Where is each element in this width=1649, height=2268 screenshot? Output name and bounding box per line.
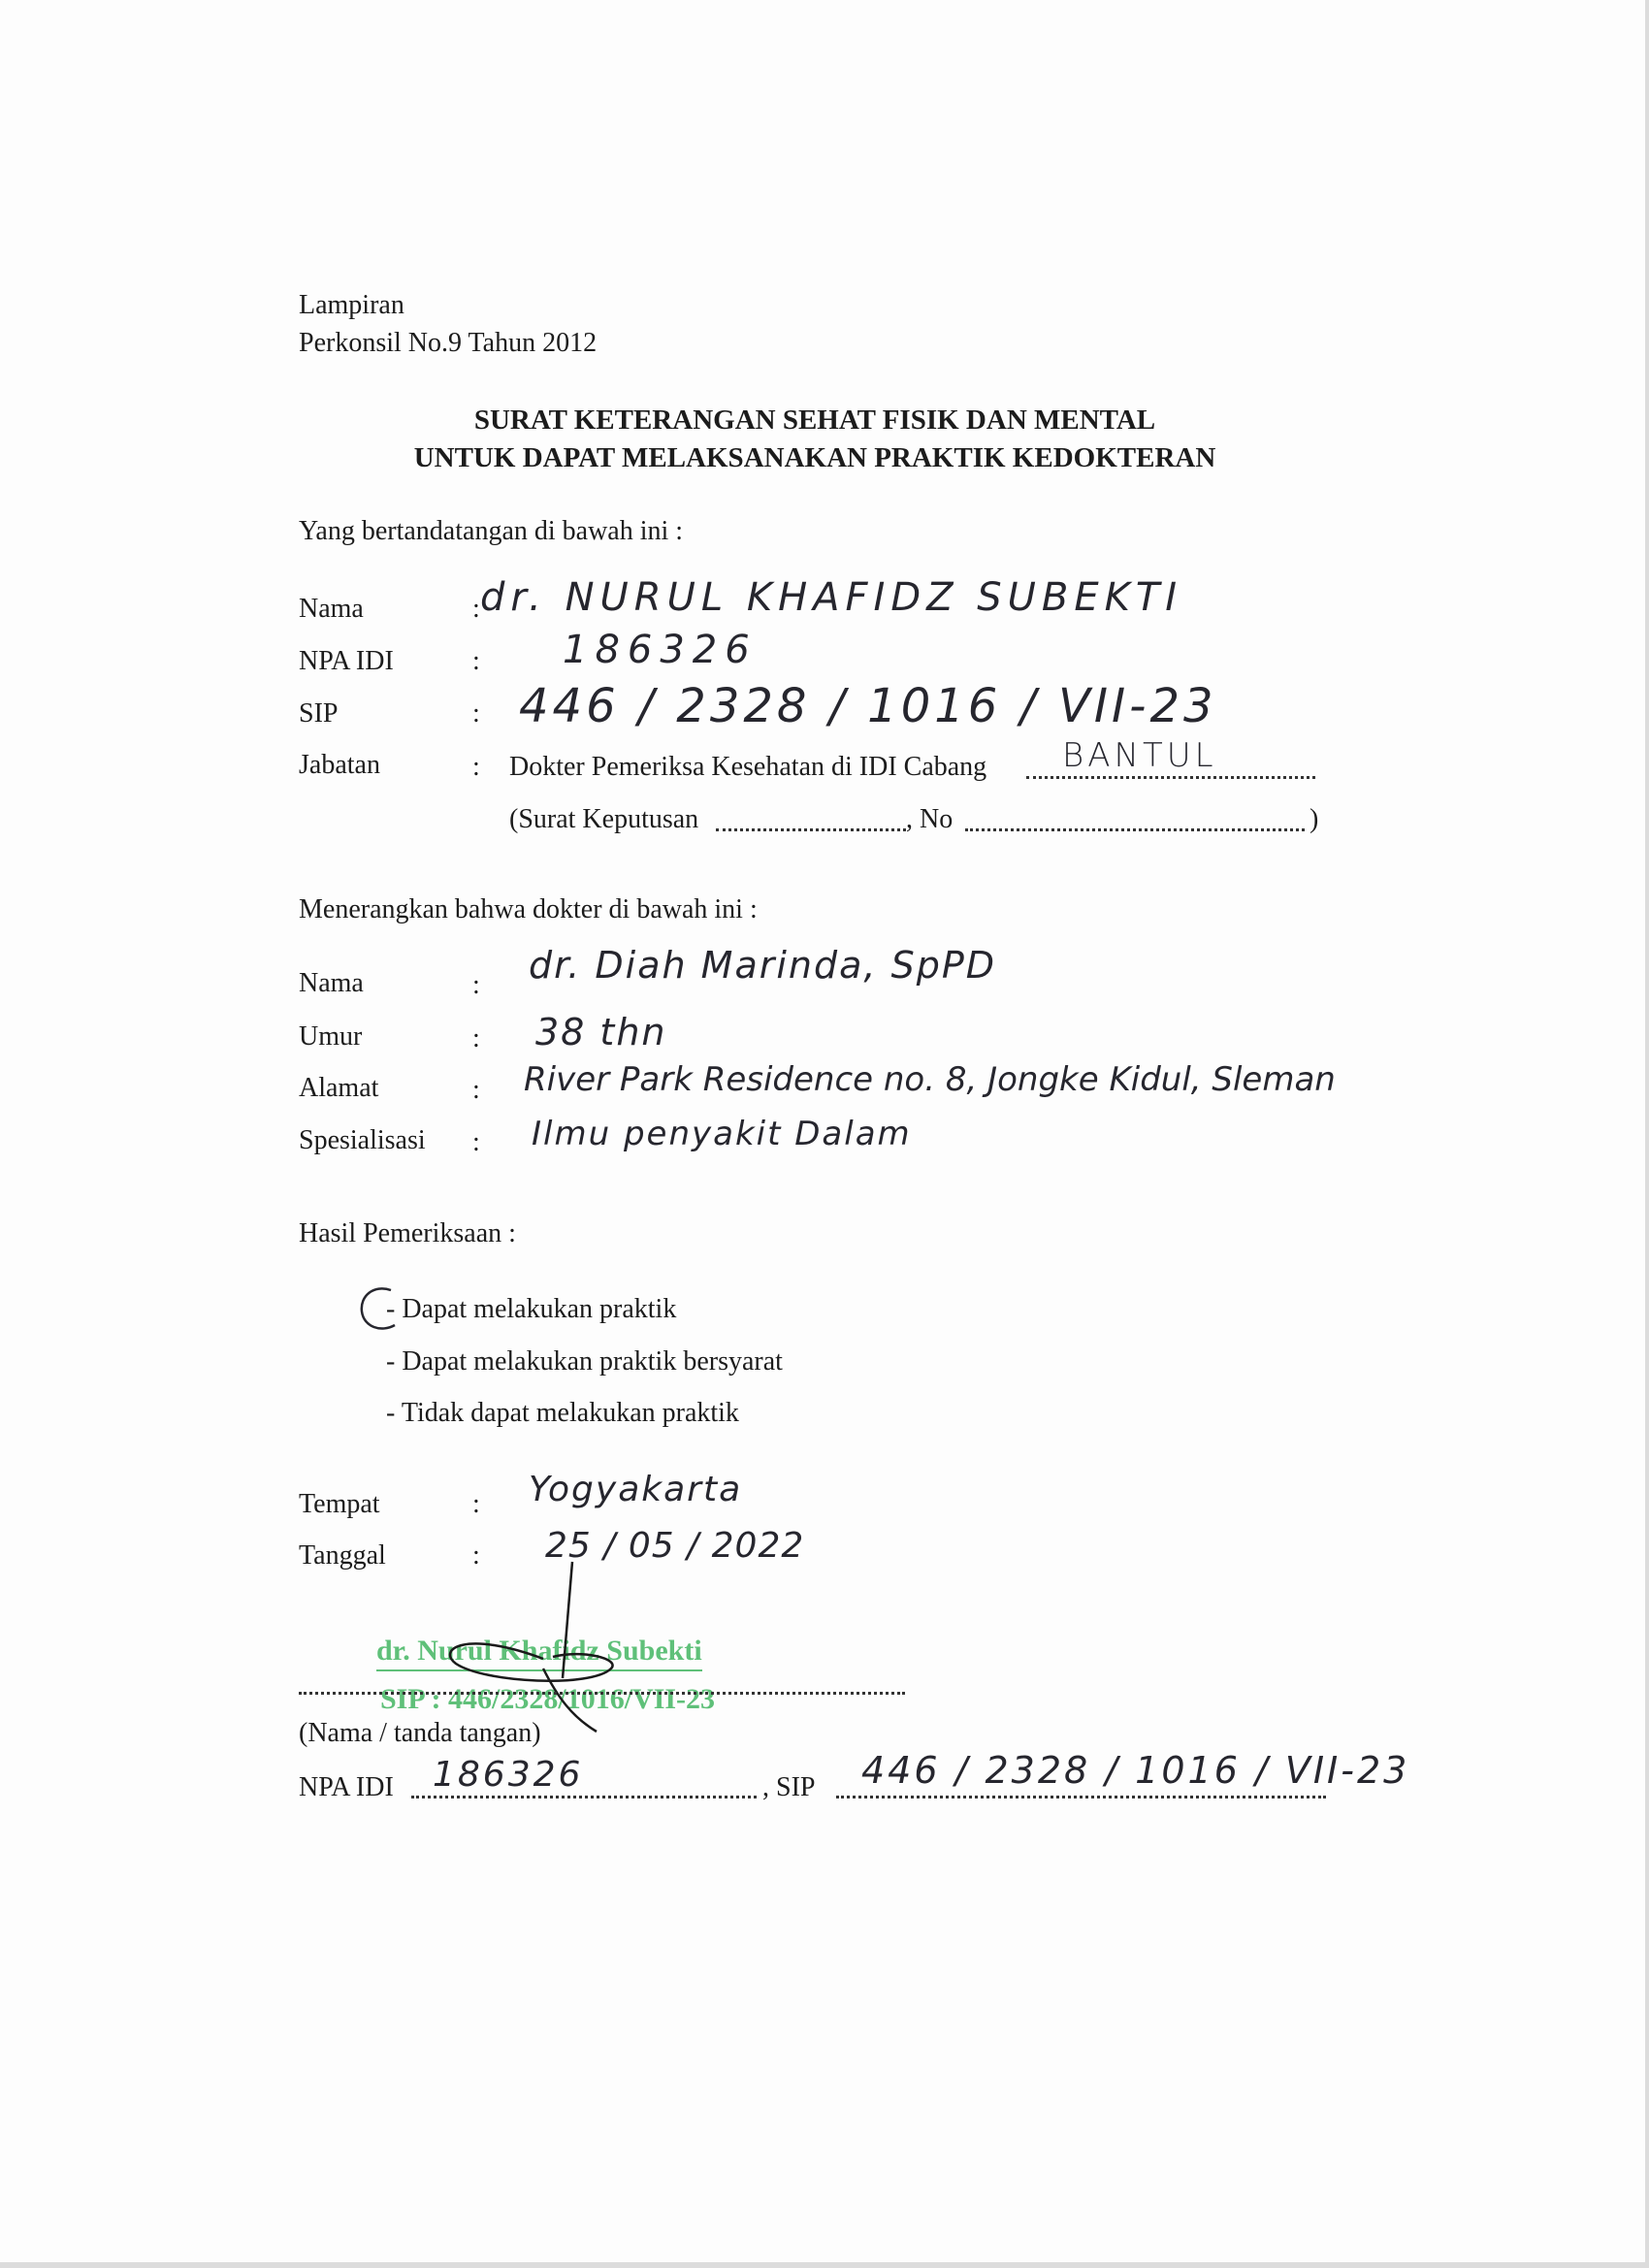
doctor-umur-value: 38 thn xyxy=(535,1011,667,1053)
doctor-nama-label: Nama xyxy=(299,968,364,998)
selected-option-circle xyxy=(354,1282,408,1337)
doctor-spesialisasi-colon: : xyxy=(472,1127,480,1157)
signer-sk-number-label: , No xyxy=(906,804,954,834)
tanggal-colon: : xyxy=(472,1540,480,1571)
signer-sk-number-dotted-line xyxy=(965,828,1305,831)
scan-edge-right xyxy=(1645,0,1649,2268)
tanggal-label: Tanggal xyxy=(299,1540,386,1571)
stamp-name: dr. Nurul Khafidz Subekti xyxy=(376,1636,702,1671)
doctor-nama-colon: : xyxy=(472,970,480,1000)
signer-nama-colon: : xyxy=(472,594,480,624)
signer-cabang-dotted-line xyxy=(1026,776,1315,779)
result-option-bersyarat: - Dapat melakukan praktik bersyarat xyxy=(386,1346,783,1377)
intro-text: Yang bertandatangan di bawah ini : xyxy=(299,516,684,546)
signer-nama-value: dr. NURUL KHAFIDZ SUBEKTI xyxy=(480,575,1183,620)
perkonsil-reference: Perkonsil No.9 Tahun 2012 xyxy=(299,328,598,358)
signer-npa-value: 186326 xyxy=(563,628,758,672)
doctor-spesialisasi-label: Spesialisasi xyxy=(299,1125,426,1155)
signer-jabatan-colon: : xyxy=(472,752,480,782)
result-option-tidak: - Tidak dapat melakukan praktik xyxy=(386,1398,739,1428)
result-label: Hasil Pemeriksaan : xyxy=(299,1218,516,1248)
doctor-spesialisasi-value: Ilmu penyakit Dalam xyxy=(532,1115,912,1153)
doctor-alamat-label: Alamat xyxy=(299,1073,379,1103)
lampiran-label: Lampiran xyxy=(299,290,404,320)
footer-sip-value: 446 / 2328 / 1016 / VII-23 xyxy=(861,1749,1410,1792)
stamp-sip: SIP : 446/2328/1016/VII-23 xyxy=(380,1683,716,1715)
footer-sip-label: , SIP xyxy=(762,1772,816,1802)
signature-dotted-line xyxy=(299,1692,905,1695)
tempat-label: Tempat xyxy=(299,1489,380,1519)
tanggal-value: 25 / 05 / 2022 xyxy=(545,1526,805,1566)
signer-npa-label: NPA IDI xyxy=(299,646,394,676)
footer-sip-dotted-line xyxy=(836,1796,1326,1798)
footer-npa-value: 186326 xyxy=(433,1755,584,1795)
footer-npa-label: NPA IDI xyxy=(299,1772,394,1802)
signer-sk-text-close: ) xyxy=(1310,804,1319,834)
signer-npa-colon: : xyxy=(472,646,480,676)
signer-sip-value: 446 / 2328 / 1016 / VII-23 xyxy=(519,679,1217,733)
signer-sip-colon: : xyxy=(472,698,480,729)
signer-jabatan-label: Jabatan xyxy=(299,750,380,780)
tempat-value: Yogyakarta xyxy=(529,1470,743,1509)
scan-edge-bottom xyxy=(0,2262,1649,2268)
signer-jabatan-text: Dokter Pemeriksa Kesehatan di IDI Cabang xyxy=(509,752,987,782)
footer-npa-dotted-line xyxy=(411,1796,757,1798)
document-title-line-2: UNTUK DAPAT MELAKSANAKAN PRAKTIK KEDOKTERAN xyxy=(413,442,1216,473)
signer-cabang-value: BANTUL xyxy=(1062,736,1217,775)
doctor-umur-colon: : xyxy=(472,1023,480,1053)
signer-nama-label: Nama xyxy=(299,594,364,624)
statement-text: Menerangkan bahwa dokter di bawah ini : xyxy=(299,894,758,924)
signer-sk-dotted-line xyxy=(716,828,906,831)
result-option-dapat: - Dapat melakukan praktik xyxy=(386,1294,677,1324)
doctor-alamat-colon: : xyxy=(472,1075,480,1105)
doctor-umur-label: Umur xyxy=(299,1021,363,1052)
signer-sip-label: SIP xyxy=(299,698,339,729)
signer-sk-text-open: (Surat Keputusan xyxy=(509,804,699,834)
tempat-colon: : xyxy=(472,1489,480,1519)
doctor-nama-value: dr. Diah Marinda, SpPD xyxy=(529,944,997,987)
signature-caption: (Nama / tanda tangan) xyxy=(299,1718,541,1748)
doctor-alamat-value: River Park Residence no. 8, Jongke Kidul, Sleman xyxy=(524,1060,1336,1099)
document-title-line-1: SURAT KETERANGAN SEHAT FISIK DAN MENTAL xyxy=(473,405,1156,436)
